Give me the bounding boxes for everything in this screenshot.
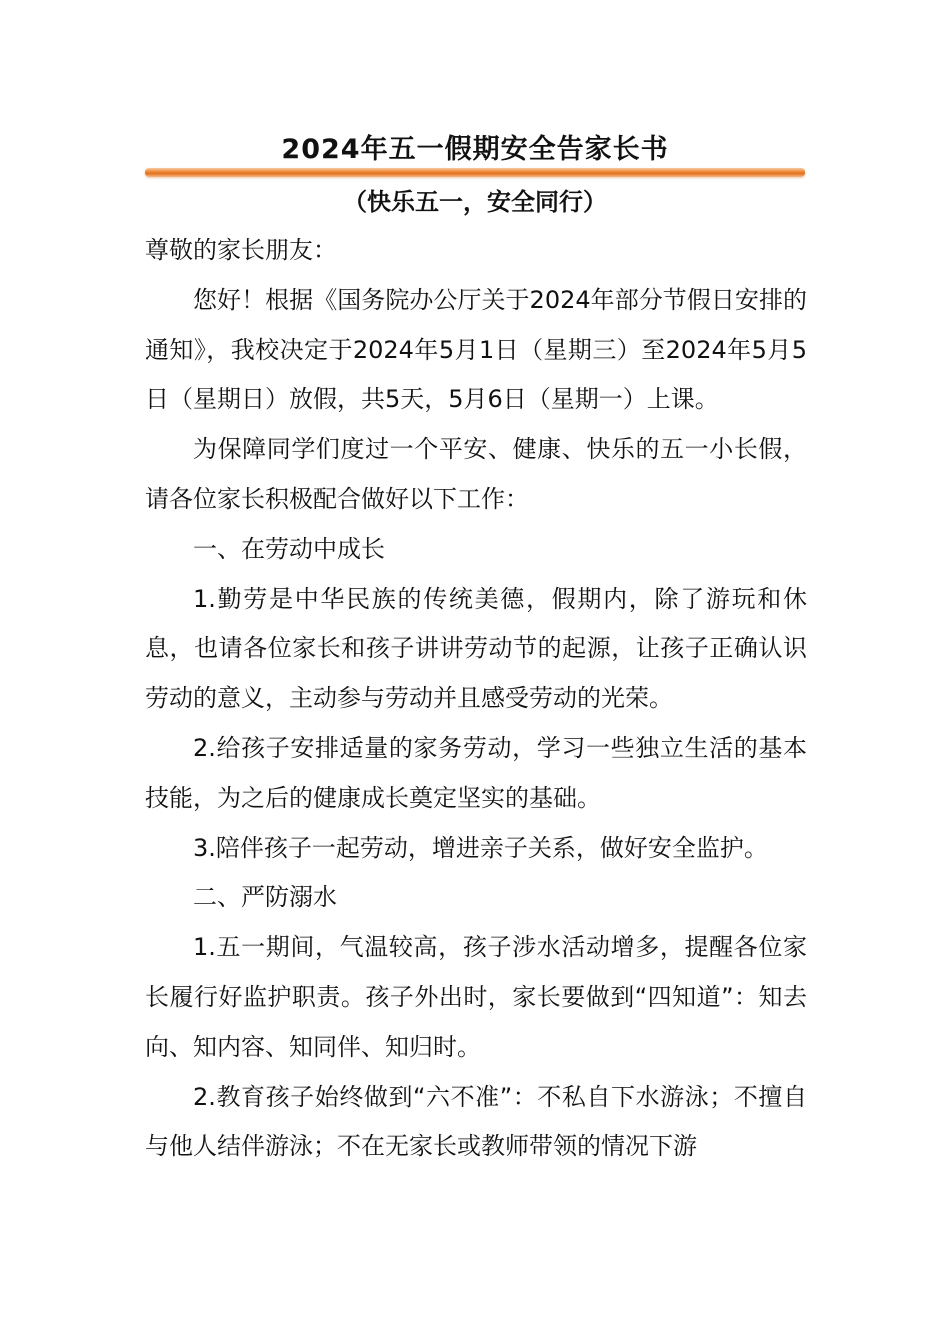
document-subtitle: （快乐五一，安全同行） (343, 188, 607, 216)
paragraph-labor-1: 1.勤劳是中华民族的传统美德，假期内，除了游玩和休息，也请各位家长和孩子讲讲劳动节的起源，让孩子正确认识劳动的意义，主动参与劳动并且感受劳动的光荣。 (145, 584, 807, 713)
paragraph-labor-2: 2.给孩子安排适量的家务劳动，学习一些独立生活的基本技能，为之后的健康成长奠定坚实的基础。 (145, 733, 807, 812)
paragraph-intro: 为保障同学们度过一个平安、健康、快乐的五一小长假，请各位家长积极配合做好以下工作： (145, 435, 807, 513)
title-underline-rule (145, 168, 805, 177)
paragraph-drowning-1: 1.五一期间，气温较高，孩子涉水活动增多，提醒各位家长履行好监护职责。孩子外出时，家长要做到“四知道”：知去向、知内容、知同伴、知归时。 (145, 933, 807, 1061)
paragraph-drowning-2: 2.教育孩子始终做到“六不准”：不私自下水游泳；不擅自与他人结伴游泳；不在无家长或教师带领的情况下游 (145, 1082, 807, 1161)
document-title: 2024年五一假期安全告家长书 (281, 134, 669, 165)
greeting: 尊敬的家长朋友： (145, 236, 337, 264)
paragraph-labor-3: 3.陪伴孩子一起劳动，增进亲子关系，做好安全监护。 (193, 833, 768, 862)
paragraph-notice: 您好！根据《国务院办公厅关于2024年部分节假日安排的通知》，我校决定于2024年5月1日（星期三）至2024年5月5日（星期日）放假，共5天，5月6日（星期一）上课。 (145, 285, 807, 414)
section-heading-drowning: 二、严防溺水 (193, 883, 337, 912)
section-heading-labor: 一、在劳动中成长 (193, 534, 385, 563)
document-body (145, 226, 807, 1172)
